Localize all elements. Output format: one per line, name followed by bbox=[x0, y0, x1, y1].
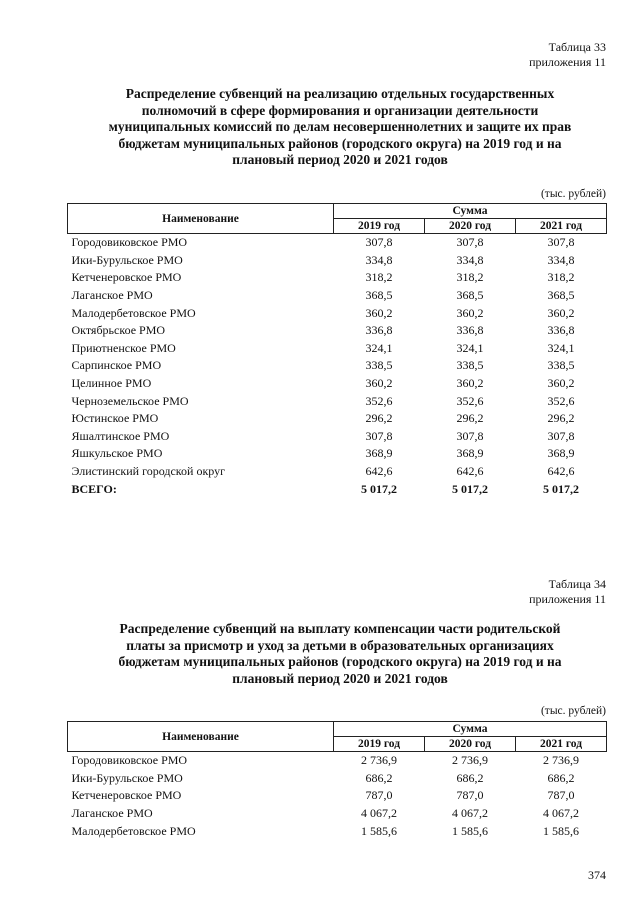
amount-cell: 4 067,2 bbox=[361, 806, 397, 821]
amount-cell: 307,8 bbox=[365, 428, 393, 443]
amount-cell: 307,8 bbox=[547, 428, 575, 443]
page-number: 374 bbox=[588, 868, 606, 882]
amount-cell: 2 736,9 bbox=[361, 753, 397, 768]
table-row bbox=[68, 392, 607, 410]
table-row bbox=[68, 234, 607, 252]
amount-cell: 1 585,6 bbox=[452, 823, 488, 838]
amount-cell: 5 017,2 bbox=[452, 481, 488, 496]
amount-cell: 334,8 bbox=[547, 252, 575, 267]
table33-title-line: Распределение субвенций на реализацию отдельных государственных bbox=[125, 86, 555, 101]
municipality-name: Лаганское РМО bbox=[71, 288, 153, 303]
amount-cell: 307,8 bbox=[456, 428, 484, 443]
table-row bbox=[68, 252, 607, 270]
amount-cell: 360,2 bbox=[456, 305, 484, 320]
table34-title-line: платы за присмотр и уход за детьми в образовательных организациях bbox=[126, 637, 554, 653]
table-row bbox=[68, 375, 607, 393]
amount-cell: 368,9 bbox=[365, 446, 393, 461]
table33-body bbox=[68, 234, 607, 498]
table-row bbox=[68, 428, 607, 446]
table-row bbox=[68, 752, 607, 770]
amount-cell: 5 017,2 bbox=[543, 481, 579, 496]
municipality-name: Кетченеровское РМО bbox=[71, 270, 182, 285]
municipality-name: Октябрьское РМО bbox=[71, 323, 166, 338]
municipality-name: Юстинское РМО bbox=[71, 411, 159, 426]
municipality-name: Элистинский городской округ bbox=[71, 464, 226, 479]
table-row bbox=[68, 410, 607, 428]
amount-cell: 336,8 bbox=[547, 323, 575, 338]
amount-cell: 338,5 bbox=[456, 358, 484, 373]
table34-ref-line1: Таблица 34 bbox=[548, 577, 606, 591]
table33-reference bbox=[529, 40, 606, 70]
table-row bbox=[68, 770, 607, 788]
table33-title-line: плановый период 2020 и 2021 годов bbox=[232, 152, 448, 167]
municipality-name: Малодербетовское РМО bbox=[71, 823, 196, 838]
column-header-2021: 2021 год bbox=[516, 219, 607, 234]
amount-cell: 368,9 bbox=[547, 446, 575, 461]
table34-title-line: плановый период 2020 и 2021 годов bbox=[232, 670, 448, 686]
municipality-name: Яшкульское РМО bbox=[71, 446, 163, 461]
table34-ref-line2: приложения 11 bbox=[529, 592, 606, 606]
municipality-name: Черноземельское РМО bbox=[71, 393, 189, 408]
amount-cell: 2 736,9 bbox=[543, 753, 579, 768]
amount-cell: 368,9 bbox=[456, 446, 484, 461]
amount-cell: 324,1 bbox=[365, 340, 393, 355]
amount-cell: 336,8 bbox=[365, 323, 393, 338]
amount-cell: 787,0 bbox=[547, 788, 575, 803]
municipality-name: Малодербетовское РМО bbox=[71, 305, 196, 320]
amount-cell: 334,8 bbox=[456, 252, 484, 267]
amount-cell: 324,1 bbox=[547, 340, 575, 355]
column-header-2021: 2021 год bbox=[516, 737, 607, 752]
amount-cell: 318,2 bbox=[547, 270, 575, 285]
amount-cell: 787,0 bbox=[456, 788, 484, 803]
amount-cell: 338,5 bbox=[365, 358, 393, 373]
amount-cell: 336,8 bbox=[456, 323, 484, 338]
total-row bbox=[68, 480, 607, 498]
amount-cell: 642,6 bbox=[456, 464, 484, 479]
municipality-name: Яшалтинское РМО bbox=[71, 428, 170, 443]
column-header-name: Наименование bbox=[68, 722, 334, 752]
amount-cell: 360,2 bbox=[456, 376, 484, 391]
table33-ref-line1: Таблица 33 bbox=[548, 40, 606, 54]
municipality-name: Целинное РМО bbox=[71, 376, 152, 391]
table-row bbox=[68, 357, 607, 375]
amount-cell: 4 067,2 bbox=[452, 806, 488, 821]
table33-title-line: полномочий в сфере формирования и организации деятельности bbox=[141, 102, 539, 118]
table34-reference bbox=[529, 577, 606, 607]
column-header-sum: Сумма bbox=[334, 204, 607, 219]
amount-cell: 352,6 bbox=[365, 393, 393, 408]
table-row bbox=[68, 822, 607, 840]
municipality-name: Лаганское РМО bbox=[71, 806, 153, 821]
amount-cell: 368,5 bbox=[365, 288, 393, 303]
table-row bbox=[68, 787, 607, 805]
column-header-2019: 2019 год bbox=[334, 737, 425, 752]
amount-cell: 686,2 bbox=[456, 770, 484, 785]
table33-ref-line2: приложения 11 bbox=[529, 55, 606, 69]
table-row bbox=[68, 269, 607, 287]
municipality-name: Городовиковское РМО bbox=[71, 235, 188, 250]
table-row bbox=[68, 287, 607, 305]
table-row bbox=[68, 322, 607, 340]
table-row bbox=[68, 340, 607, 358]
amount-cell: 338,5 bbox=[547, 358, 575, 373]
table34-body bbox=[68, 752, 607, 840]
table33 bbox=[67, 203, 607, 498]
amount-cell: 642,6 bbox=[365, 464, 393, 479]
table34-units: (тыс. рублей) bbox=[540, 705, 606, 717]
amount-cell: 1 585,6 bbox=[543, 823, 579, 838]
amount-cell: 360,2 bbox=[547, 305, 575, 320]
amount-cell: 324,1 bbox=[456, 340, 484, 355]
amount-cell: 5 017,2 bbox=[361, 481, 397, 496]
municipality-name: Приютненское РМО bbox=[71, 340, 176, 355]
column-header-sum: Сумма bbox=[334, 722, 607, 737]
table34-title-line: бюджетам муниципальных районов (городского округа) на 2019 год и на bbox=[118, 654, 562, 669]
amount-cell: 2 736,9 bbox=[452, 753, 488, 768]
amount-cell: 360,2 bbox=[365, 376, 393, 391]
column-header-name: Наименование bbox=[68, 204, 334, 234]
municipality-name: Ики-Бурульское РМО bbox=[71, 770, 183, 785]
amount-cell: 334,8 bbox=[365, 252, 393, 267]
municipality-name: Городовиковское РМО bbox=[71, 753, 188, 768]
table-row bbox=[68, 463, 607, 481]
amount-cell: 686,2 bbox=[365, 770, 393, 785]
table34 bbox=[67, 721, 607, 840]
amount-cell: 318,2 bbox=[365, 270, 393, 285]
table33-title-line: бюджетам муниципальных районов (городского округа) на 2019 год и на bbox=[118, 135, 562, 151]
table-row bbox=[68, 805, 607, 823]
table33-title bbox=[70, 86, 610, 169]
amount-cell: 296,2 bbox=[547, 411, 575, 426]
table-row bbox=[68, 304, 607, 322]
column-header-2020: 2020 год bbox=[425, 737, 516, 752]
amount-cell: 360,2 bbox=[365, 305, 393, 320]
amount-cell: 307,8 bbox=[547, 235, 575, 250]
amount-cell: 296,2 bbox=[456, 411, 484, 426]
amount-cell: 1 585,6 bbox=[361, 823, 397, 838]
amount-cell: 318,2 bbox=[456, 270, 484, 285]
table-row bbox=[68, 445, 607, 463]
amount-cell: 642,6 bbox=[547, 464, 575, 479]
amount-cell: 360,2 bbox=[547, 376, 575, 391]
amount-cell: 352,6 bbox=[456, 393, 484, 408]
table33-units: (тыс. рублей) bbox=[540, 188, 606, 200]
table33-title-line: муниципальных комиссий по делам несовершеннолетних и защите их прав bbox=[108, 119, 572, 134]
amount-cell: 307,8 bbox=[365, 235, 393, 250]
amount-cell: 296,2 bbox=[365, 411, 393, 426]
total-label: ВСЕГО: bbox=[71, 481, 117, 496]
amount-cell: 787,0 bbox=[365, 788, 393, 803]
municipality-name: Кетченеровское РМО bbox=[71, 788, 182, 803]
amount-cell: 368,5 bbox=[547, 288, 575, 303]
table34-title-line: Распределение субвенций на выплату компенсации части родительской bbox=[119, 621, 561, 636]
column-header-2020: 2020 год bbox=[425, 219, 516, 234]
municipality-name: Ики-Бурульское РМО bbox=[71, 252, 183, 267]
amount-cell: 4 067,2 bbox=[543, 806, 579, 821]
amount-cell: 686,2 bbox=[547, 770, 575, 785]
column-header-2019: 2019 год bbox=[334, 219, 425, 234]
table34-title bbox=[70, 621, 610, 687]
amount-cell: 368,5 bbox=[456, 288, 484, 303]
municipality-name: Сарпинское РМО bbox=[71, 358, 162, 373]
amount-cell: 352,6 bbox=[547, 393, 575, 408]
amount-cell: 307,8 bbox=[456, 235, 484, 250]
